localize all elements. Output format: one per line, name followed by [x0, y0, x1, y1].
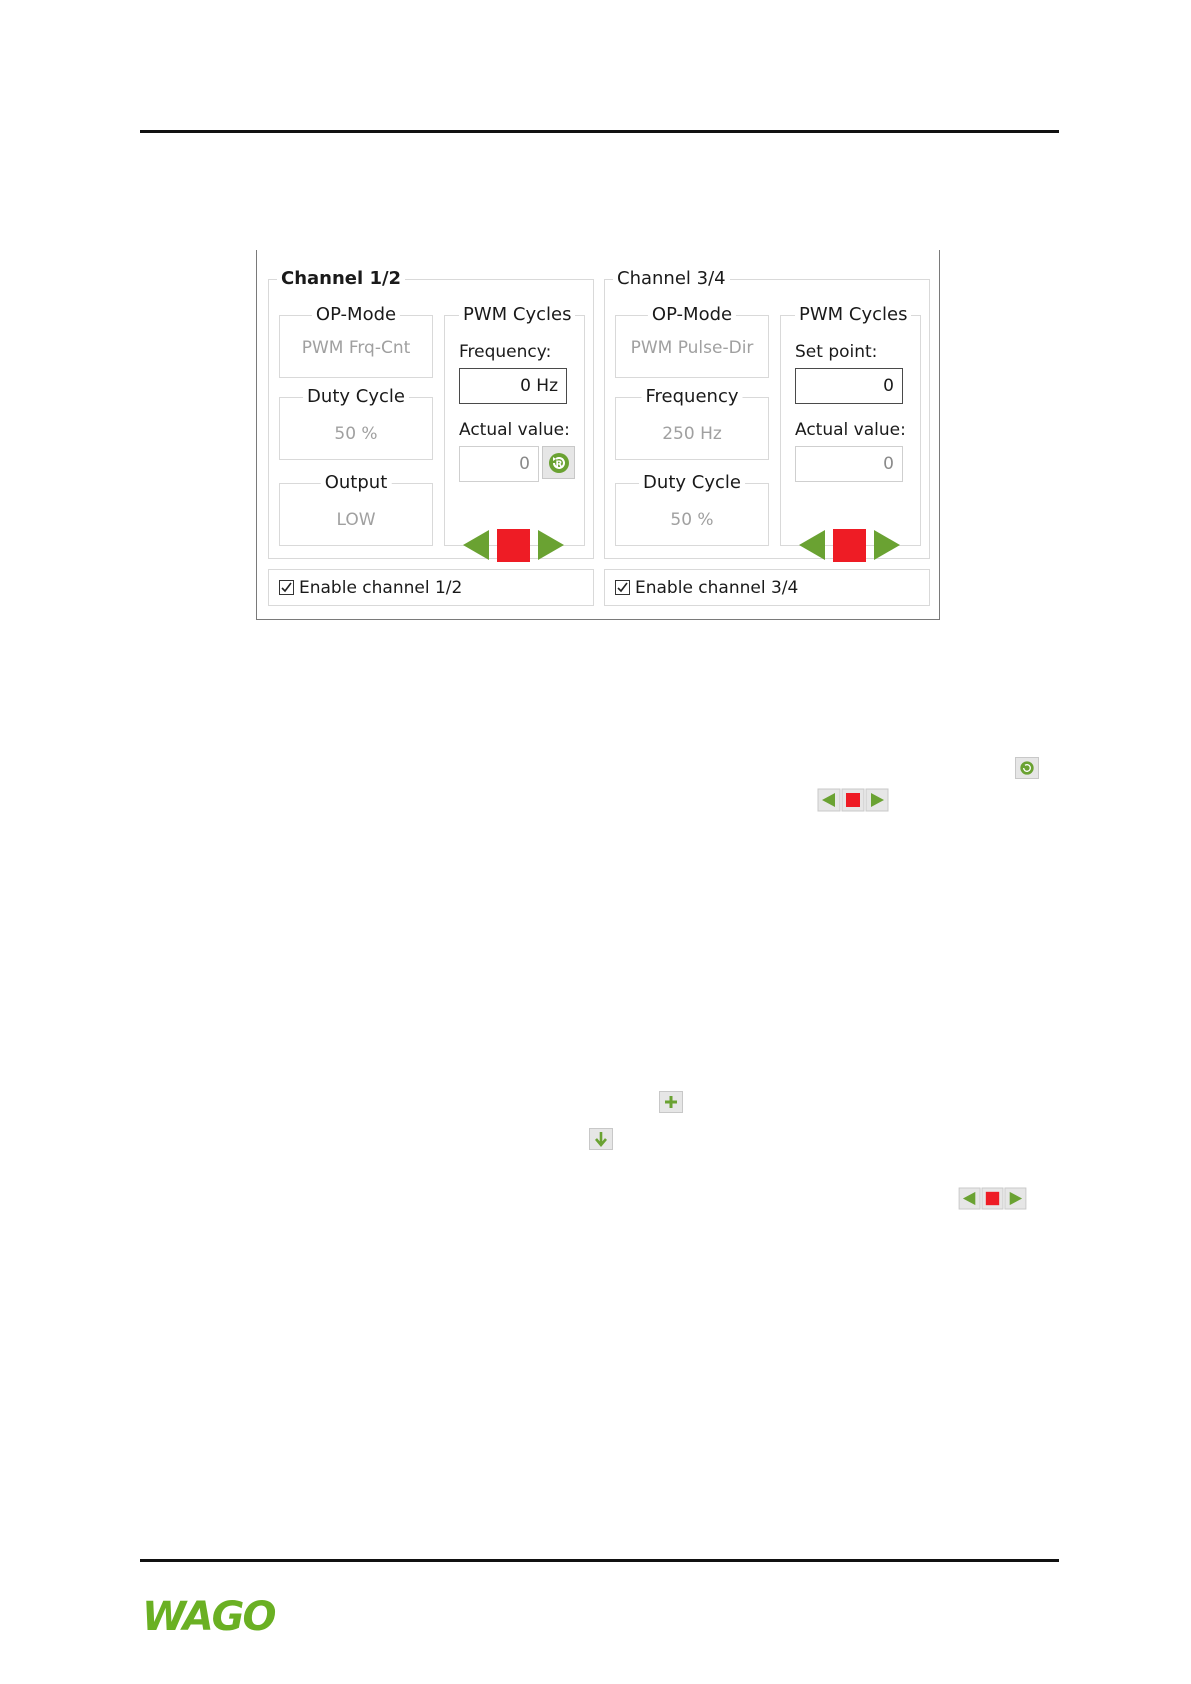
- stop-icon[interactable]: [833, 529, 866, 562]
- pwm-controls-icon: [959, 1188, 1026, 1213]
- pwm-controls-icon: [818, 789, 888, 815]
- pwm-cycles-label: PWM Cycles: [459, 304, 575, 326]
- channel-title: Channel 3/4: [613, 268, 730, 290]
- pwm-cycles-label: PWM Cycles: [795, 304, 911, 326]
- header-rule: [140, 130, 1059, 133]
- svg-text:WAGO: WAGO: [142, 1594, 275, 1640]
- svg-text:R: R: [555, 459, 562, 470]
- actual-value-field: 0: [459, 446, 539, 482]
- frequency-box-value: 250 Hz: [662, 424, 722, 444]
- op-mode-value: PWM Frq-Cnt: [301, 338, 411, 358]
- refresh-button[interactable]: [542, 446, 575, 479]
- refresh-icon: [547, 451, 571, 475]
- arrow-down-icon: [589, 1128, 613, 1150]
- play-forward-icon[interactable]: [874, 530, 900, 560]
- frequency-input[interactable]: 0 Hz: [459, 368, 567, 404]
- enable-channel-1-checkbox[interactable]: [268, 569, 594, 606]
- stop-icon[interactable]: [497, 529, 530, 562]
- op-mode-label: OP-Mode: [312, 304, 400, 326]
- output-box: [279, 472, 433, 546]
- output-label: Output: [321, 472, 392, 494]
- checkbox-icon[interactable]: [279, 580, 294, 595]
- refresh-icon: [1015, 757, 1039, 779]
- actual-value-label: Actual value:: [459, 420, 570, 440]
- set-point-input[interactable]: 0: [795, 368, 903, 404]
- duty-cycle-label: Duty Cycle: [639, 472, 745, 494]
- frequency-box-label: Frequency: [642, 386, 743, 408]
- play-back-icon[interactable]: [463, 530, 489, 560]
- duty-cycle-value: 50 %: [334, 424, 378, 444]
- plus-icon: [659, 1091, 683, 1113]
- play-back-icon[interactable]: [799, 530, 825, 560]
- duty-cycle-box: [615, 472, 769, 546]
- pwm-cycles-box: [444, 304, 585, 546]
- actual-value-field: 0: [795, 446, 903, 482]
- wago-logo: [142, 1594, 275, 1642]
- checkbox-icon[interactable]: [615, 580, 630, 595]
- channel-group-1: [268, 268, 594, 559]
- duty-cycle-box: [279, 386, 433, 460]
- actual-value-label: Actual value:: [795, 420, 906, 440]
- enable-channel-2-checkbox[interactable]: [604, 569, 930, 606]
- op-mode-label: OP-Mode: [648, 304, 736, 326]
- set-point-label: Set point:: [795, 342, 878, 362]
- channel-title: Channel 1/2: [277, 268, 405, 290]
- pwm-controls: [797, 526, 917, 564]
- enable-channel-label: Enable channel 1/2: [299, 577, 463, 598]
- op-mode-box: [279, 304, 433, 378]
- frequency-box: [615, 386, 769, 460]
- frequency-label: Frequency:: [459, 342, 552, 362]
- op-mode-value: PWM Pulse-Dir: [630, 338, 754, 358]
- duty-cycle-label: Duty Cycle: [303, 386, 409, 408]
- enable-channel-label: Enable channel 3/4: [635, 577, 799, 598]
- pwm-controls: [461, 526, 581, 564]
- play-forward-icon[interactable]: [538, 530, 564, 560]
- footer-rule: [140, 1559, 1059, 1562]
- pwm-settings-panel: [256, 250, 940, 620]
- channel-group-2: [604, 268, 930, 559]
- op-mode-box: [615, 304, 769, 378]
- output-value: LOW: [336, 510, 376, 530]
- pwm-cycles-box: [780, 304, 921, 546]
- duty-cycle-value: 50 %: [670, 510, 714, 530]
